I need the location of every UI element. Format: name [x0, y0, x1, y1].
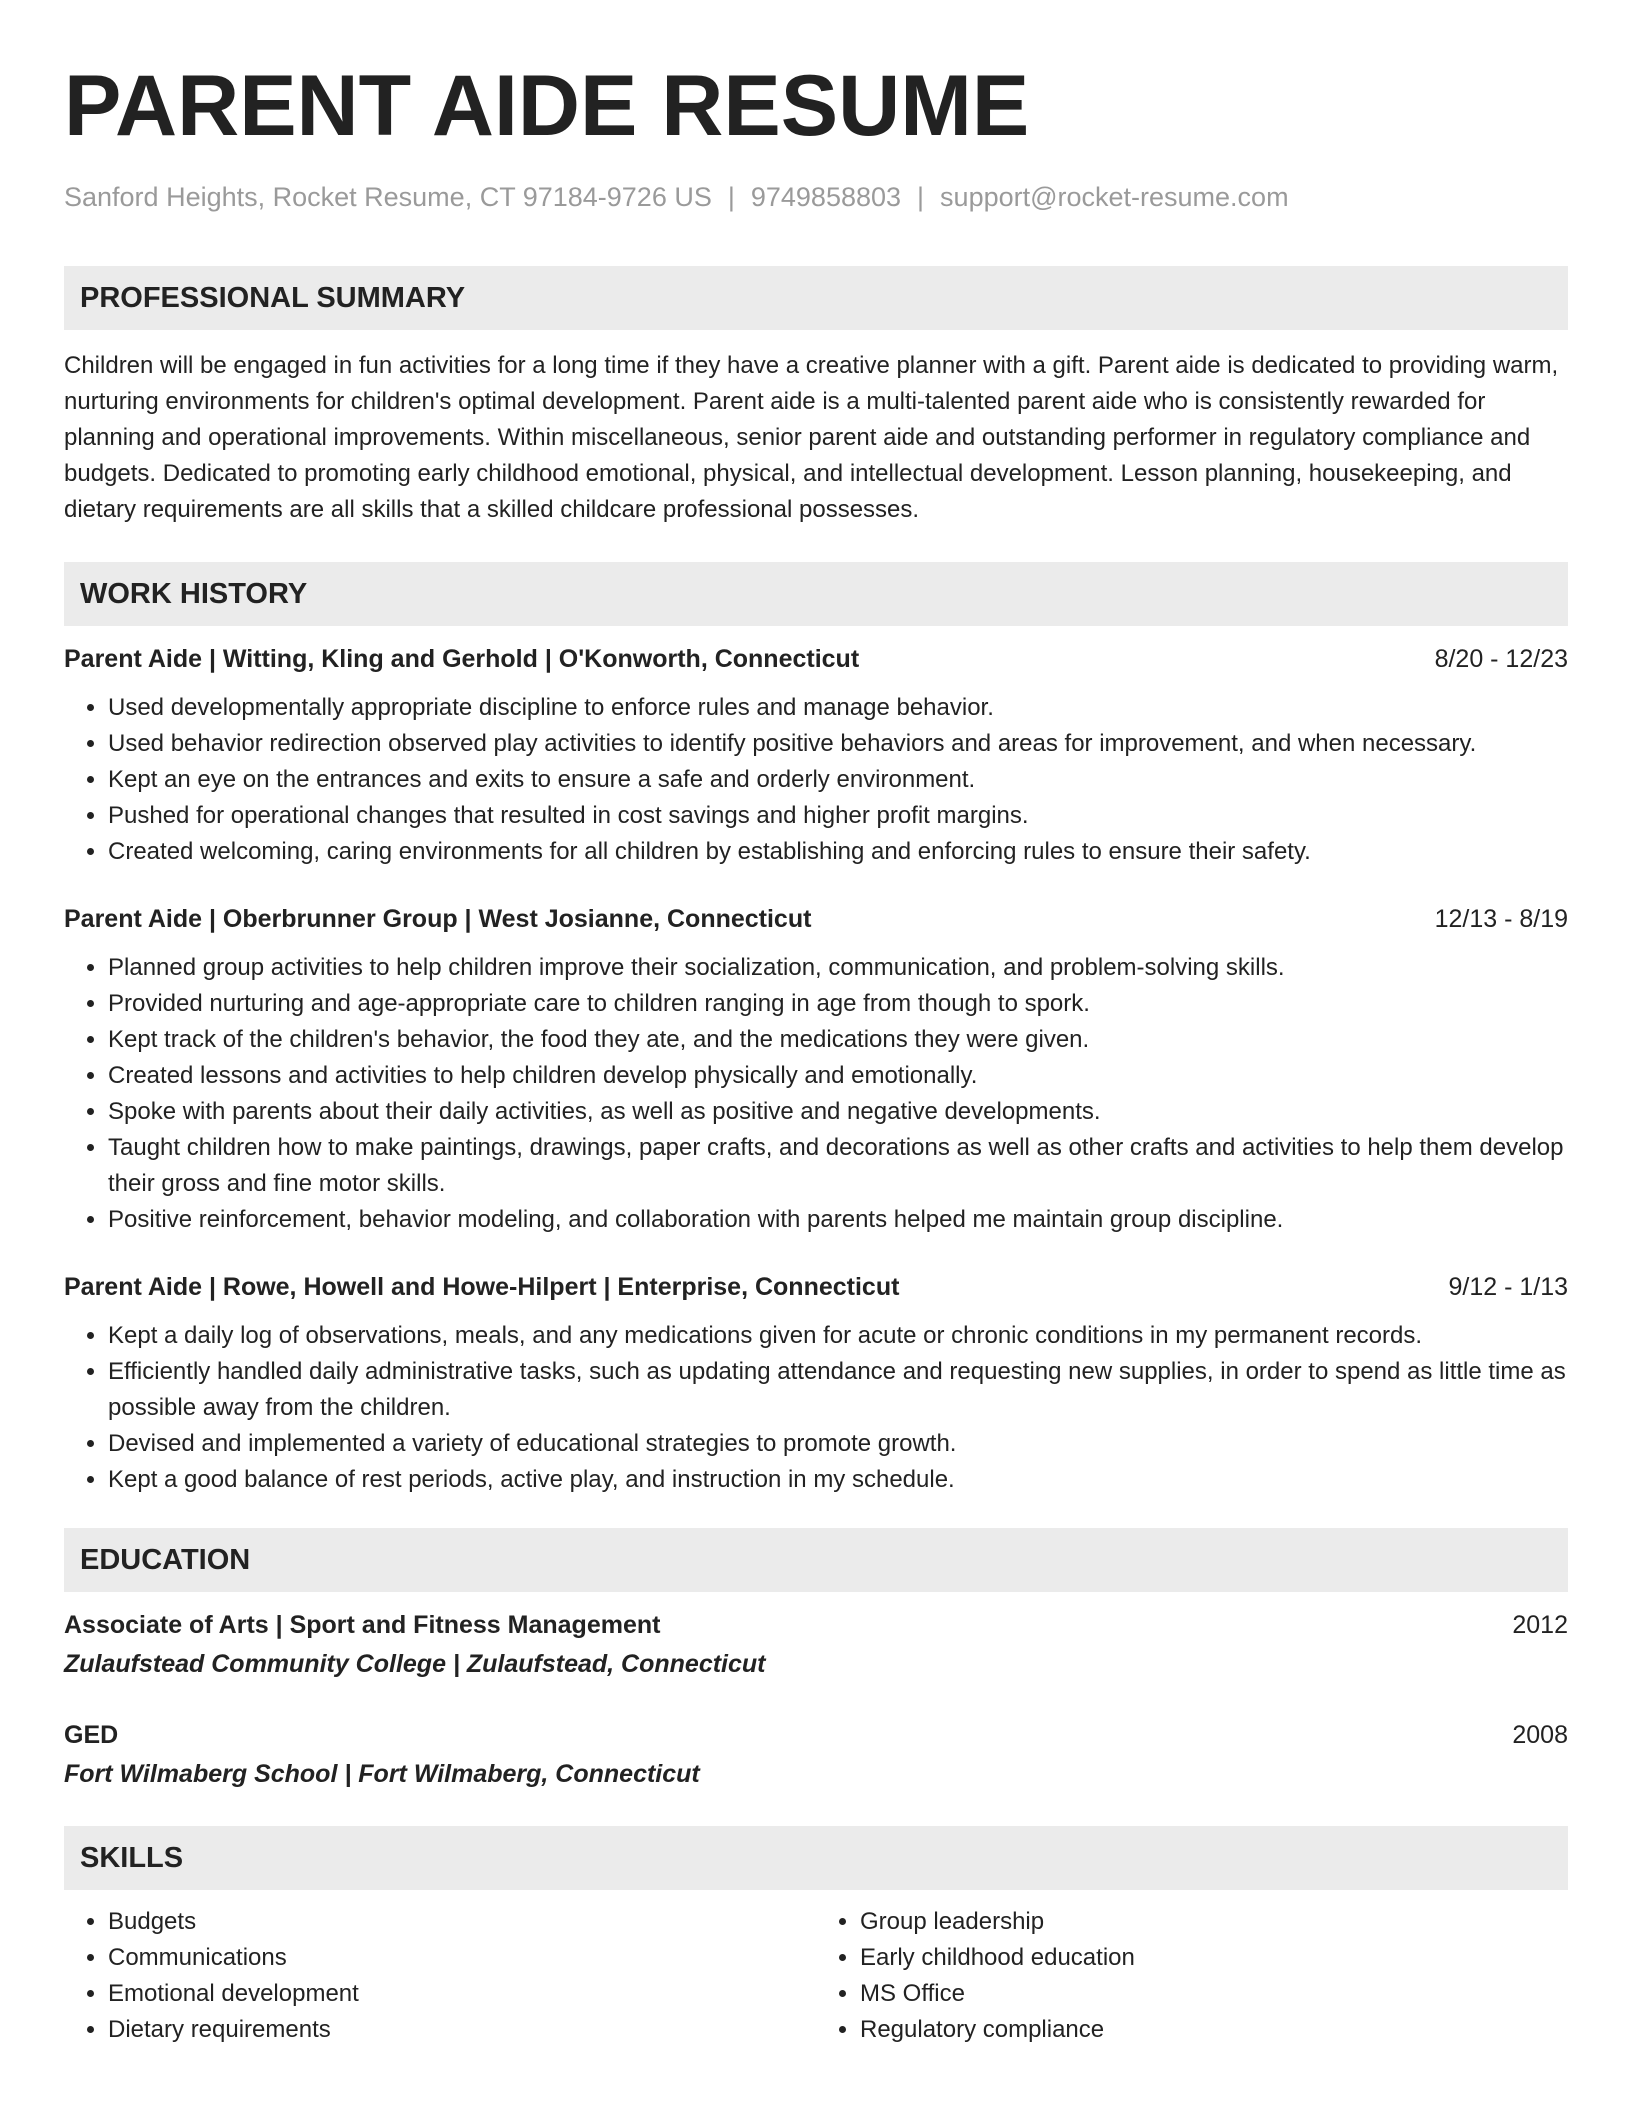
education-year: 2012	[1512, 1611, 1568, 1639]
job-bullet: • Positive reinforcement, behavior modeling, and collaboration with parents helped me maintain group discipline.	[108, 1202, 1568, 1238]
skill-item: • Early childhood education	[860, 1940, 1568, 1976]
skills-grid	[64, 1904, 1568, 2048]
job-header	[64, 642, 1568, 676]
job-bullet: • Kept a daily log of observations, meals, and any medications given for acute or chronic conditions in my permanent records.	[108, 1318, 1568, 1354]
job-dates: 8/20 - 12/23	[1434, 645, 1568, 673]
skill-item: • Budgets	[108, 1904, 816, 1940]
job-bullet: • Efficiently handled daily administrative tasks, such as updating attendance and requesting new supplies, in order to spend as little time as possible away from the children.	[108, 1354, 1568, 1426]
contact-separator: |	[727, 182, 735, 212]
skill-item: • Emotional development	[108, 1976, 816, 2012]
job-bullet: • Kept a good balance of rest periods, active play, and instruction in my schedule.	[108, 1462, 1568, 1498]
resume-title: PARENT AIDE RESUME	[64, 58, 1030, 154]
skill-item: • MS Office	[860, 1976, 1568, 2012]
job-bullet: • Devised and implemented a variety of educational strategies to promote growth.	[108, 1426, 1568, 1462]
job-bullet: • Spoke with parents about their daily activities, as well as positive and negative developments.	[108, 1094, 1568, 1130]
skills-column-left	[64, 1904, 816, 2048]
summary-text: Children will be engaged in fun activities for a long time if they have a creative planner with a gift. Parent aide is dedicated to providing warm, nurturing environments for children's optimal development. Parent aide is a multi-talented parent aide who is consistently rewarded for planning and operational improvements. Within miscellaneous, senior parent aide and outstanding performer in regulatory compliance and budgets. Dedicated to promoting early childhood emotional, physical, and intellectual development. Lesson planning, housekeeping, and dietary requirements are all skills that a skilled childcare professional possesses.	[64, 352, 1559, 523]
contact-separator: |	[917, 182, 925, 212]
education-degree: GED	[64, 1721, 119, 1749]
skills-section-header: SKILLS	[64, 1826, 1568, 1890]
job-bullets	[64, 950, 1568, 1238]
job-bullet: • Used developmentally appropriate discipline to enforce rules and manage behavior.	[108, 690, 1568, 726]
job-bullets	[64, 1318, 1568, 1498]
job-bullet: • Planned group activities to help children improve their socialization, communication, and problem-solving skills.	[108, 950, 1568, 986]
skill-item: • Communications	[108, 1940, 816, 1976]
skills-column-right	[816, 1904, 1568, 2048]
contact-phone: 9749858803	[750, 182, 902, 212]
contact-email: support@rocket-resume.com	[940, 182, 1289, 212]
education-school: Fort Wilmaberg School | Fort Wilmaberg, Connecticut	[64, 1760, 700, 1788]
summary-section-header: PROFESSIONAL SUMMARY	[64, 266, 1568, 330]
job-bullet: • Created lessons and activities to help children develop physically and emotionally.	[108, 1058, 1568, 1094]
job-title: Parent Aide | Witting, Kling and Gerhold | O'Konworth, Connecticut	[64, 645, 860, 673]
skill-item: • Dietary requirements	[108, 2012, 816, 2048]
job-entry	[64, 902, 1568, 1238]
job-title: Parent Aide | Rowe, Howell and Howe-Hilpert | Enterprise, Connecticut	[64, 1273, 900, 1301]
job-dates: 12/13 - 8/19	[1434, 905, 1568, 933]
education-entry	[64, 1608, 1568, 1682]
education-header	[64, 1718, 1568, 1752]
education-entry	[64, 1718, 1568, 1792]
skill-item: • Group leadership	[860, 1904, 1568, 1940]
job-dates: 9/12 - 1/13	[1448, 1273, 1568, 1301]
contact-address: Sanford Heights, Rocket Resume, CT 97184-9726 US	[64, 182, 712, 212]
job-bullet: • Kept an eye on the entrances and exits to ensure a safe and orderly environment.	[108, 762, 1568, 798]
education-school: Zulaufstead Community College | Zulaufstead, Connecticut	[64, 1650, 766, 1678]
job-bullet: • Provided nurturing and age-appropriate care to children ranging in age from though to spork.	[108, 986, 1568, 1022]
education-year: 2008	[1512, 1721, 1568, 1749]
contact-line	[64, 180, 1568, 214]
job-bullet: • Created welcoming, caring environments for all children by establishing and enforcing rules to ensure their safety.	[108, 834, 1568, 870]
job-bullet: • Used behavior redirection observed play activities to identify positive behaviors and areas for improvement, and when necessary.	[108, 726, 1568, 762]
job-bullet: • Pushed for operational changes that resulted in cost savings and higher profit margins.	[108, 798, 1568, 834]
work-history-section-header: WORK HISTORY	[64, 562, 1568, 626]
job-entry	[64, 642, 1568, 870]
job-bullets	[64, 690, 1568, 870]
skill-item: • Regulatory compliance	[860, 2012, 1568, 2048]
job-bullet: • Kept track of the children's behavior, the food they ate, and the medications they were given.	[108, 1022, 1568, 1058]
job-header	[64, 1270, 1568, 1304]
education-header	[64, 1608, 1568, 1642]
job-title: Parent Aide | Oberbrunner Group | West Josianne, Connecticut	[64, 905, 812, 933]
education-degree: Associate of Arts | Sport and Fitness Management	[64, 1611, 661, 1639]
education-section-header: EDUCATION	[64, 1528, 1568, 1592]
job-entry	[64, 1270, 1568, 1498]
job-bullet: • Taught children how to make paintings, drawings, paper crafts, and decorations as well as other crafts and activities to help them develop their gross and fine motor skills.	[108, 1130, 1568, 1202]
job-header	[64, 902, 1568, 936]
